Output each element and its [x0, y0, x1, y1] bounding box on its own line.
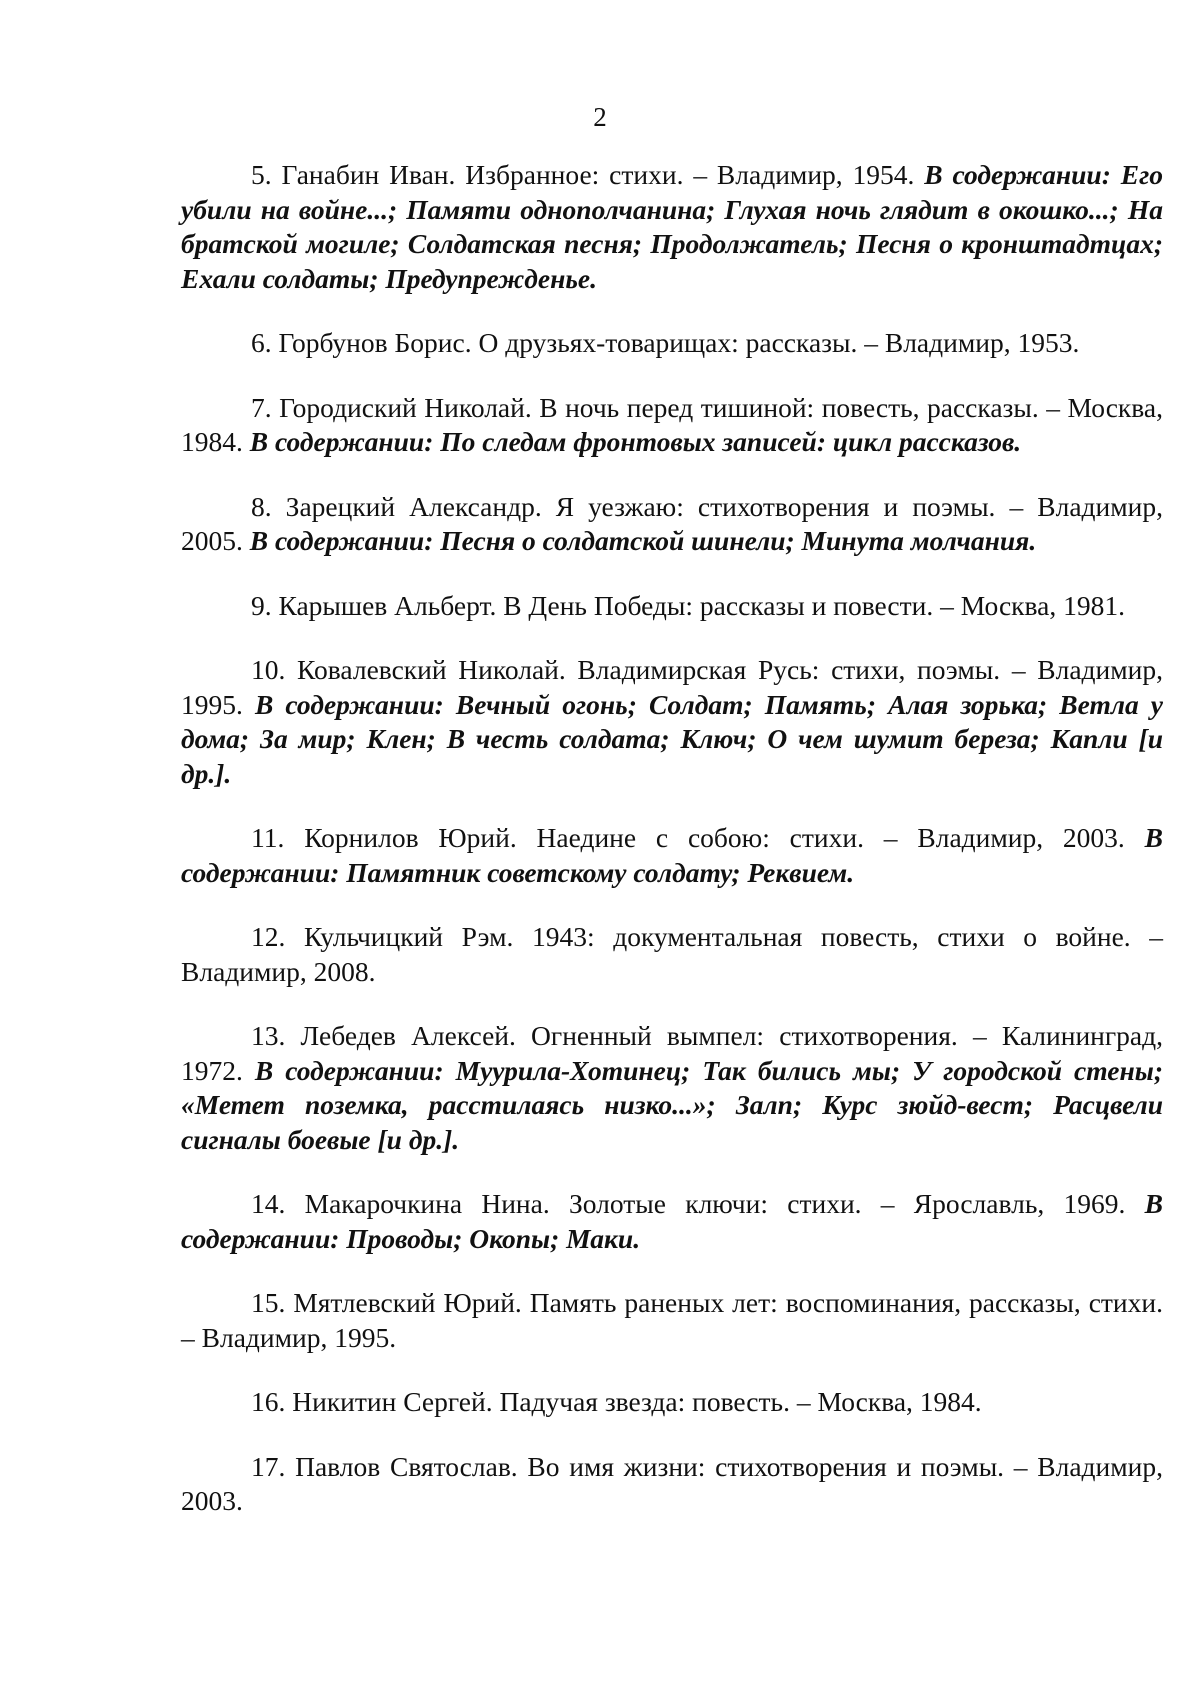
bibliography-entry-9	[181, 589, 1163, 624]
entry-text: 9. Карышев Альберт. В День Победы: рассказы и повести. – Москва, 1981.	[251, 589, 1125, 621]
entry-text: 15. Мятлевский Юрий. Память раненых лет: воспоминания, рассказы, стихи. – Владимир, 1995.	[181, 1287, 1163, 1353]
bibliography-entry-8	[181, 490, 1163, 559]
entry-text: 13. Лебедев Алексей. Огненный вымпел: стихотворения. – Калининград, 1972.	[181, 1020, 1163, 1086]
bibliography-entry-5	[181, 158, 1163, 296]
bibliography-entry-6	[181, 326, 1163, 361]
entry-contents: В содержании: Песня о солдатской шинели; Минута молчания.	[249, 525, 1037, 556]
entry-text: 7. Городиский Николай. В ночь перед тишиной: повесть, рассказы. – Москва, 1984.	[181, 391, 1163, 457]
bibliography-entry-11	[181, 821, 1163, 890]
entry-text: 8. Зарецкий Александр. Я уезжаю: стихотворения и поэмы. – Владимир, 2005.	[181, 490, 1163, 556]
entry-contents: В содержании: Вечный огонь; Солдат; Память; Алая зорька; Ветла у дома; За мир; Клен; В честь солдата; Ключ; О чем шумит береза; Капли [и др.].	[181, 688, 1163, 789]
entry-text: 10. Ковалевский Николай. Владимирская Русь: стихи, поэмы. – Владимир, 1995.	[181, 654, 1163, 720]
entry-text: 12. Кульчицкий Рэм. 1943: документальная повесть, стихи о войне. – Владимир, 2008.	[181, 921, 1163, 987]
entry-text: 17. Павлов Святослав. Во имя жизни: стихотворения и поэмы. – Владимир, 2003.	[181, 1450, 1163, 1516]
entry-contents: В содержании: По следам фронтовых записей: цикл рассказов.	[249, 426, 1022, 457]
bibliography-entry-7	[181, 391, 1163, 460]
bibliography-entry-12	[181, 920, 1163, 989]
entry-contents: В содержании: Памятник советскому солдату; Реквием.	[181, 822, 1163, 888]
entry-contents: В содержании: Его убили на войне...; Памяти однополчанина; Глухая ночь глядит в окошко...; На братской могиле; Солдатская песня; Продолжатель; Песня о кронштадтцах; Ехали солдаты; Предупрежденье.	[181, 159, 1163, 294]
entry-text: 14. Макарочкина Нина. Золотые ключи: стихи. – Ярославль, 1969.	[251, 1188, 1145, 1219]
bibliography-entry-16	[181, 1385, 1163, 1420]
bibliography-entry-13	[181, 1019, 1163, 1157]
entry-text: 6. Горбунов Борис. О друзьях-товарищах: рассказы. – Владимир, 1953.	[251, 327, 1080, 358]
entry-contents: В содержании: Проводы; Окопы; Маки.	[181, 1188, 1163, 1254]
bibliography-entry-14	[181, 1187, 1163, 1256]
bibliography-entry-15	[181, 1286, 1163, 1355]
bibliography-entry-10	[181, 653, 1163, 791]
bibliography-list	[181, 158, 1163, 1549]
bibliography-entry-17	[181, 1450, 1163, 1519]
page-number: 2	[593, 102, 607, 132]
entry-text: 11. Корнилов Юрий. Наедине с собою: стихи. – Владимир, 2003.	[251, 822, 1145, 853]
entry-text: 5. Ганабин Иван. Избранное: стихи. – Владимир, 1954.	[251, 159, 925, 190]
entry-contents: В содержании: Муурила-Хотинец; Так бились мы; У городской стены; «Метет поземка, расстилаясь низко...»; Залп; Курс зюйд-вест; Расцвели сигналы боевые [и др.].	[181, 1054, 1163, 1155]
entry-text: 16. Никитин Сергей. Падучая звезда: повесть. – Москва, 1984.	[251, 1386, 982, 1417]
